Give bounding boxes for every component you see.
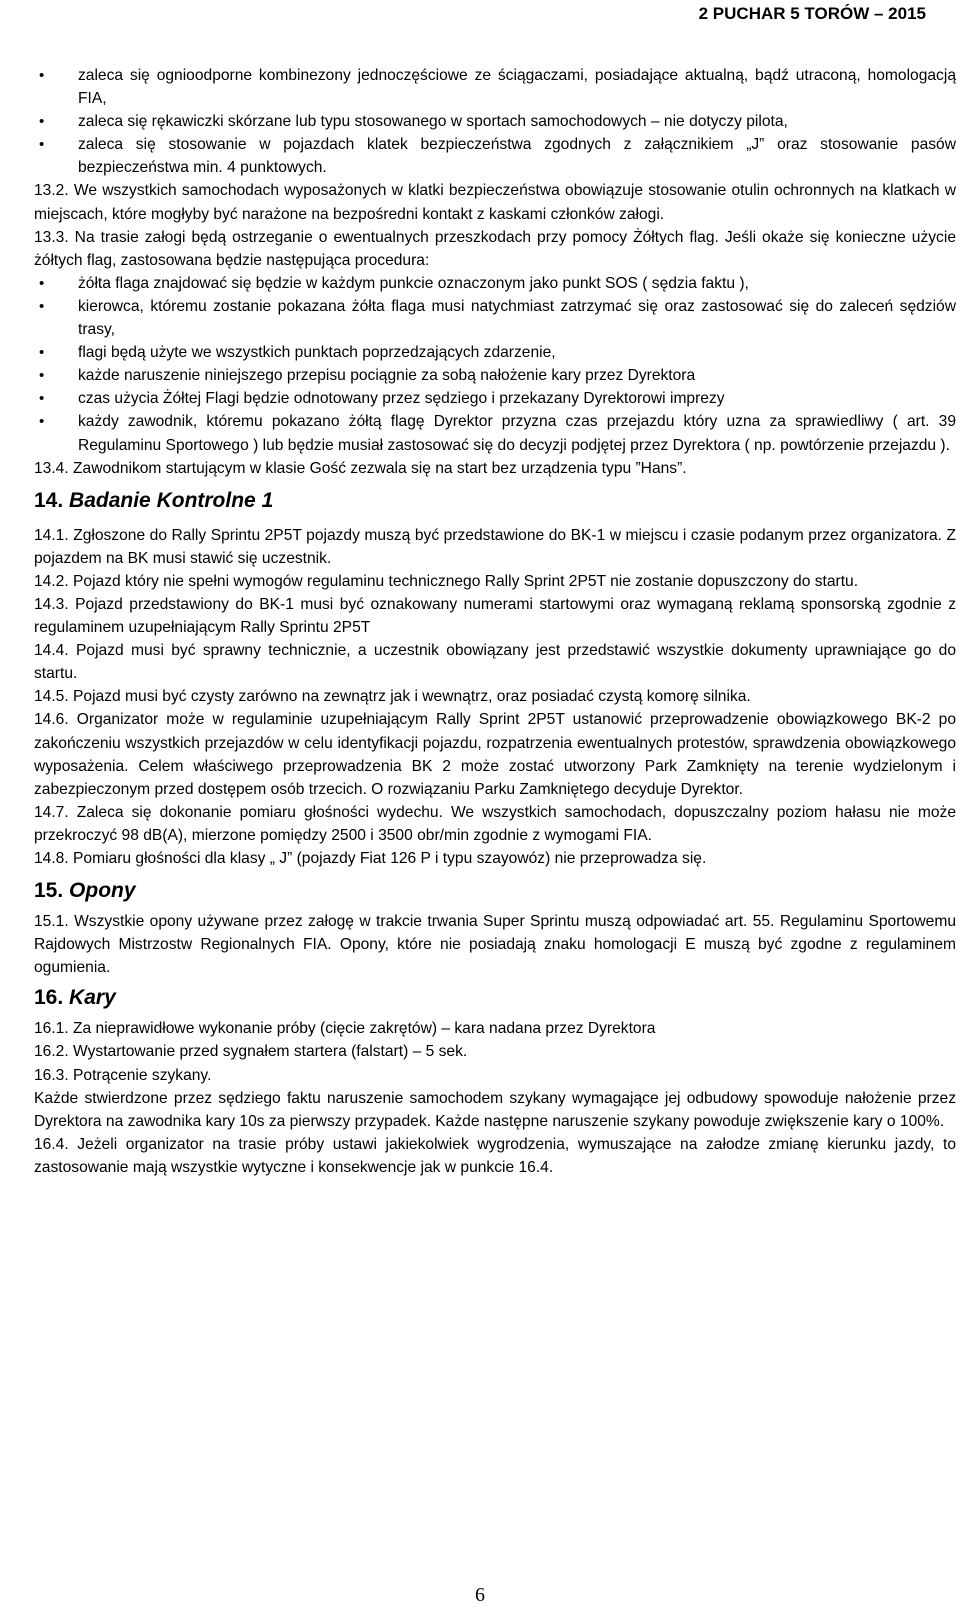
section-number: 14. (34, 488, 64, 512)
list-item: • żółta flaga znajdować się będzie w każdym punkcie oznaczonym jako punkt SOS ( sędzia faktu ), (34, 272, 956, 295)
paragraph-14-1: 14.1. Zgłoszone do Rally Sprintu 2P5T pojazdy muszą być przedstawione do BK-1 w miejscu i czasie podanym przez organizatora. Z pojazdem na BK musi stawić się uczestnik. (34, 526, 956, 567)
list-item: • flagi będą użyte we wszystkich punktach poprzedzających zdarzenie, (34, 341, 956, 364)
paragraph-16-4: 16.4. Jeżeli organizator na trasie próby ustawi jakiekolwiek wygrodzenia, wymuszające na załodze zmianę kierunku jazdy, to zastosowanie mają wszystkie wytyczne i konsekwencje jak w punkcie 16.4. (34, 1135, 956, 1176)
list-item: • zaleca się ognioodporne kombinezony jednoczęściowe ze ściągaczami, posiadające aktualną, bądź utraconą, homologacją FIA, (34, 64, 956, 110)
list-item: • zaleca się stosowanie w pojazdach klatek bezpieczeństwa zgodnych z załącznikiem „J” oraz stosowanie pasów bezpieczeństwa min. 4 punktowych. (34, 133, 956, 179)
document-body (34, 64, 956, 1179)
section-title: Kary (69, 986, 116, 1010)
bullet-list-protective-gear (34, 64, 956, 179)
paragraph-13-2: 13.2. We wszystkich samochodach wyposażonych w klatki bezpieczeństwa obowiązuje stosowanie otulin ochronnych na klatkach w miejscach, które mogłyby być narażone na bezpośredni kontakt z kaskami członków załogi. (34, 182, 956, 223)
list-item: • czas użycia Żółtej Flagi będzie odnotowany przez sędziego i przekazany Dyrektorowi imprezy (34, 387, 956, 410)
paragraph-13-4: 13.4. Zawodnikom startującym w klasie Gość zezwala się na start bez urządzenia typu ”Hans”. (34, 459, 687, 477)
paragraph-14-4: 14.4. Pojazd musi być sprawny technicznie, a uczestnik obowiązany jest przedstawić wszystkie dokumenty uprawniające go do startu. (34, 642, 956, 683)
paragraph-16-1: 16.1. Za nieprawidłowe wykonanie próby (cięcie zakrętów) – kara nadana przez Dyrektora (34, 1020, 656, 1038)
paragraph-14-7: 14.7. Zaleca się dokonanie pomiaru głośności wydechu. We wszystkich samochodach, dopuszczalny poziom hałasu nie może przekroczyć 98 dB(A), mierzone pomiędzy 2500 i 3500 obr/min zgodnie z wymogami FIA. (34, 803, 956, 844)
paragraph-13-3: 13.3. Na trasie załogi będą ostrzeganie o ewentualnych przeszkodach przy pomocy Żółtych flag. Jeśli okaże się konieczne użycie żółtych flag, zastosowana będzie następująca procedura: (34, 228, 956, 269)
paragraph-15-1: 15.1. Wszystkie opony używane przez załogę w trakcie trwania Super Sprintu muszą odpowiadać art. 55. Regulaminu Sportowemu Rajdowych Mistrzostw Regionalnych FIA. Opony, które nie posiadają znaku homologacji E muszą być zgodne z regulaminem ogumienia. (34, 913, 956, 977)
section-number: 15. (34, 879, 64, 903)
paragraph-14-6: 14.6. Organizator może w regulaminie uzupełniającym Rally Sprint 2P5T ustanowić przeprowadzenie obowiązkowego BK-2 po zakończeniu wszystkich przejazdów w celu identyfikacji pojazdu, rozpatrzenia ewentualnych protestów, sprawdzenia obowiązkowego wyposażenia. Celem właściwego przeprowadzenia BK 2 może zostać utworzony Park Zamknięty na terenie wydzielonym i zabezpieczonym przed dostępem osób trzecich. O rozwiązaniu Parku Zamkniętego decyduje Dyrektor. (34, 711, 956, 798)
paragraph-14-8: 14.8. Pomiaru głośności dla klasy „ J” (pojazdy Fiat 126 P i typu szayowóz) nie przeprowadza się. (34, 850, 707, 867)
paragraph-14-3: 14.3. Pojazd przedstawiony do BK-1 musi być oznakowany numerami startowymi oraz wymaganą reklamą sponsorską zgodnie z regulaminem uzupełniającym Rally Sprintu 2P5T (34, 595, 956, 637)
page-number: 6 (475, 1584, 485, 1606)
list-item: • zaleca się rękawiczki skórzane lub typu stosowanego w sportach samochodowych – nie dotyczy pilota, (34, 110, 956, 133)
paragraph-16-3-detail: Każde stwierdzone przez sędziego faktu naruszenie samochodem szykany wymagające jej odbudowy spowoduje nałożenie przez Dyrektora na zawodnika kary 10s za pierwszy przypadek. Każde następne naruszenie szykany powoduje zwiększenie kary o 100%. (34, 1089, 956, 1130)
paragraph-16-3: 16.3. Potrącenie szykany. (34, 1066, 212, 1084)
bullet-list-yellow-flag-procedure (34, 272, 956, 457)
section-number: 16. (34, 986, 64, 1010)
list-item: • każde naruszenie niniejszego przepisu pociągnie za sobą nałożenie kary przez Dyrektora (34, 364, 956, 387)
list-item: • kierowca, któremu zostanie pokazana żółta flaga musi natychmiast zatrzymać się oraz zastosować się do zaleceń sędziów trasy, (34, 295, 956, 341)
section-title: Badanie Kontrolne 1 (69, 488, 274, 512)
section-title: Opony (69, 879, 136, 903)
paragraph-14-5: 14.5. Pojazd musi być czysty zarówno na zewnątrz jak i wewnątrz, oraz posiadać czystą komorę silnika. (34, 688, 751, 706)
paragraph-16-2: 16.2. Wystartowanie przed sygnałem startera (falstart) – 5 sek. (34, 1043, 468, 1061)
section-heading-16 (34, 983, 956, 1013)
section-heading-15 (34, 876, 956, 906)
page-header: 2 PUCHAR 5 TORÓW – 2015 (698, 4, 926, 23)
section-heading-14 (34, 486, 956, 516)
paragraph-14-2: 14.2. Pojazd który nie spełni wymogów regulaminu technicznego Rally Sprint 2P5T nie zostanie dopuszczony do startu. (34, 572, 859, 590)
list-item: • każdy zawodnik, któremu pokazano żółtą flagę Dyrektor przyzna czas przejazdu który uzna za sprawiedliwy ( art. 39 Regulaminu Sportowego ) lub będzie musiał zastosować się do decyzji podjętej przez Dyrektora ( np. powtórzenie przejazdu ). (34, 410, 956, 456)
